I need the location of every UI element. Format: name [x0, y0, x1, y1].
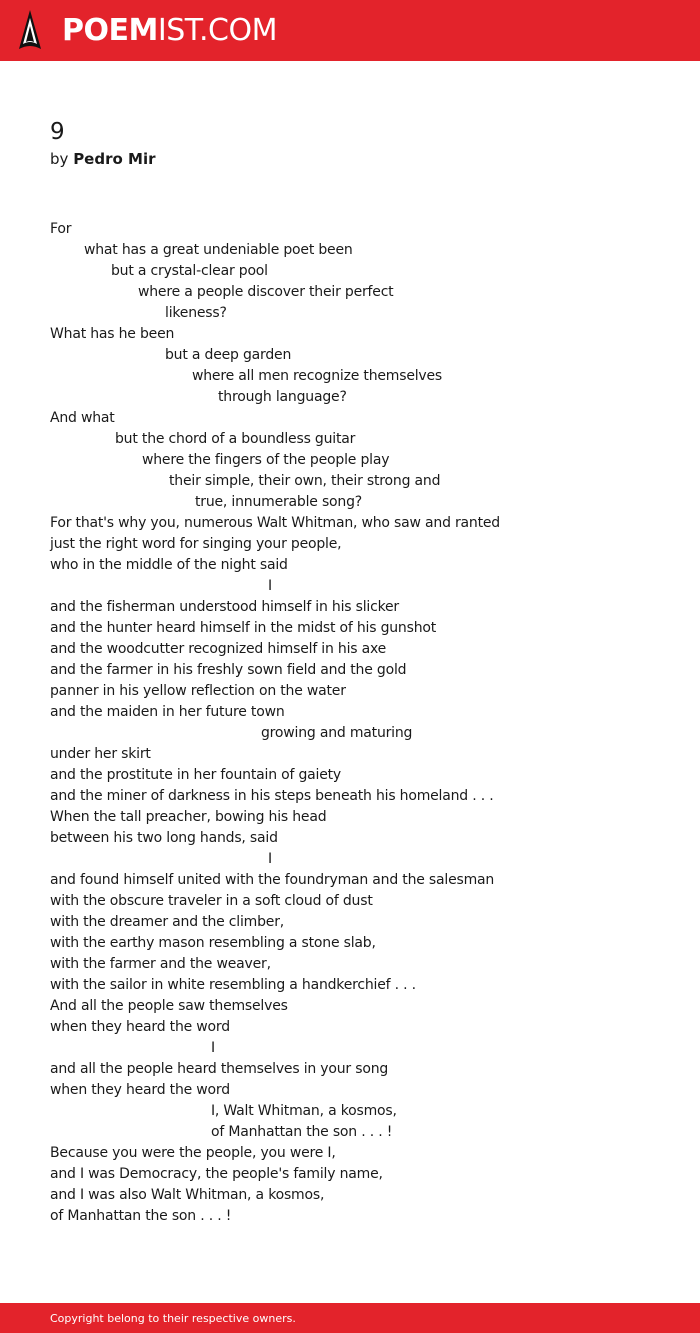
poem-line: and the miner of darkness in his steps beneath his homeland . . . [50, 788, 494, 804]
poem-line: And what [50, 410, 115, 426]
poem-line: with the earthy mason resembling a stone slab, [50, 935, 376, 951]
poem-line: Because you were the people, you were I, [50, 1145, 336, 1161]
poem-line: with the obscure traveler in a soft cloud of dust [50, 893, 373, 909]
poem-line: of Manhattan the son . . . ! [50, 1208, 232, 1224]
site-header [0, 0, 700, 61]
poem-line: where the fingers of the people play [142, 452, 390, 468]
brand-light: IST.COM [157, 13, 277, 48]
poem-line: with the sailor in white resembling a handkerchief . . . [50, 977, 416, 993]
poem-title: 9 [50, 119, 65, 145]
poem-line: and all the people heard themselves in your song [50, 1061, 389, 1077]
poem-line: between his two long hands, said [50, 830, 278, 846]
poem-line: and I was Democracy, the people's family name, [50, 1166, 383, 1182]
by-label: by [50, 150, 69, 168]
poem-line: What has he been [50, 326, 175, 342]
pen-nib-icon[interactable] [17, 9, 43, 51]
copyright-notice: Copyright belong to their respective owners. [50, 1312, 296, 1325]
author-name: Pedro Mir [73, 150, 156, 168]
poem-line: with the farmer and the weaver, [50, 956, 271, 972]
brand-bold: POEM [62, 13, 158, 48]
poem-line: I [268, 578, 272, 594]
poem-line: through language? [218, 389, 347, 405]
poem-line: And all the people saw themselves [50, 998, 288, 1014]
poem-line: and the prostitute in her fountain of gaiety [50, 767, 342, 783]
poem-line: likeness? [165, 305, 227, 321]
poem-line: panner in his yellow reflection on the water [50, 683, 346, 699]
poem-line: and the maiden in her future town [50, 704, 285, 720]
byline [50, 149, 155, 169]
poem-line: where a people discover their perfect [138, 284, 394, 300]
poem-body [50, 219, 670, 1227]
poem-line: what has a great undeniable poet been [84, 242, 353, 258]
poem-line: when they heard the word [50, 1019, 230, 1035]
poem-line: and the fisherman understood himself in his slicker [50, 599, 399, 615]
poem-line: When the tall preacher, bowing his head [50, 809, 327, 825]
poem-line: growing and maturing [261, 725, 413, 741]
poem-line: but a crystal-clear pool [111, 263, 268, 279]
poem-line: where all men recognize themselves [192, 368, 443, 384]
poem-line: I [211, 1040, 215, 1056]
poem-line: who in the middle of the night said [50, 557, 288, 573]
poem-line: under her skirt [50, 746, 151, 762]
poem-line: and the farmer in his freshly sown field and the gold [50, 662, 407, 678]
poem-line: For that's why you, numerous Walt Whitman, who saw and ranted [50, 515, 500, 531]
poem-line: I [268, 851, 272, 867]
poem-line: For [50, 221, 72, 237]
poem-line: but the chord of a boundless guitar [115, 431, 356, 447]
poem-line: and found himself united with the foundryman and the salesman [50, 872, 495, 888]
site-logo-text[interactable] [62, 11, 277, 51]
poem-line: of Manhattan the son . . . ! [211, 1124, 393, 1140]
poem-line: and I was also Walt Whitman, a kosmos, [50, 1187, 325, 1203]
poem-line: just the right word for singing your people, [50, 536, 342, 552]
poem-line: their simple, their own, their strong and [169, 473, 441, 489]
poem-line: with the dreamer and the climber, [50, 914, 284, 930]
poem-line: when they heard the word [50, 1082, 230, 1098]
poem-line: I, Walt Whitman, a kosmos, [211, 1103, 397, 1119]
poem-line: true, innumerable song? [195, 494, 363, 510]
poem-line: and the hunter heard himself in the midst of his gunshot [50, 620, 437, 636]
site-footer [0, 1303, 700, 1333]
poem-line: and the woodcutter recognized himself in his axe [50, 641, 387, 657]
poem-line: but a deep garden [165, 347, 292, 363]
